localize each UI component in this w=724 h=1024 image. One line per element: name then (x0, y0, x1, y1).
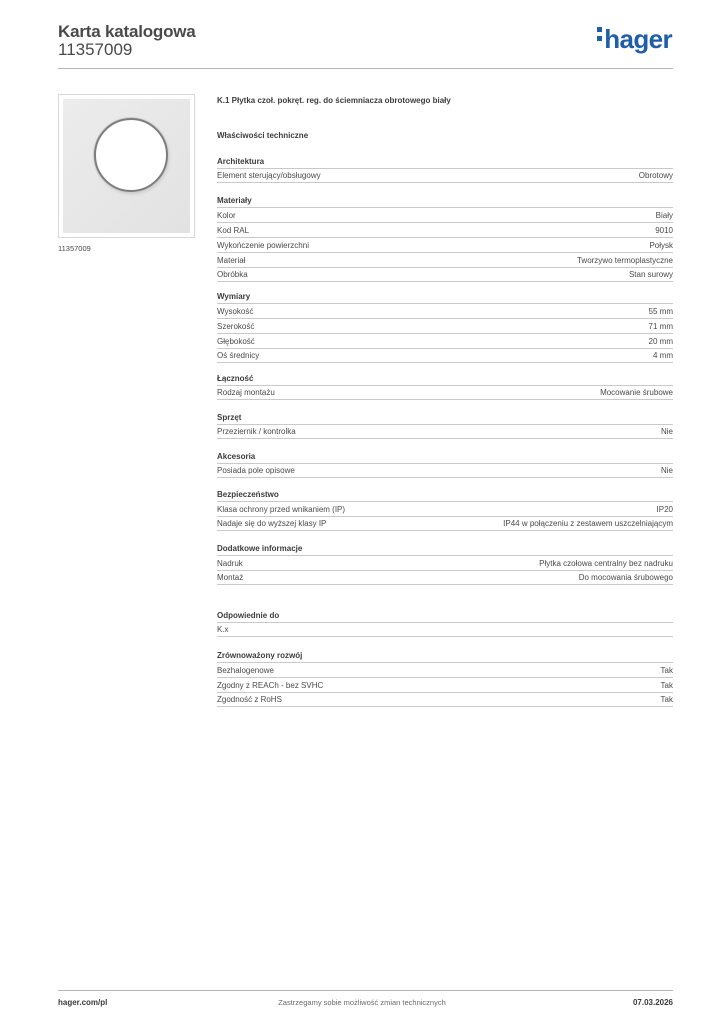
footer-divider (58, 990, 673, 991)
spec-row (217, 252, 673, 267)
spec-row (217, 555, 673, 570)
spec-value: Płytka czołowa centralny bez nadruku (539, 558, 673, 568)
spec-row (217, 168, 673, 183)
spec-value: Stan surowy (628, 270, 673, 279)
section-title: Architektura (217, 157, 265, 166)
section-title: Łączność (217, 374, 254, 383)
spec-row (217, 333, 673, 348)
spec-value: Tak (660, 680, 673, 690)
spec-row (217, 267, 673, 282)
spec-row (217, 570, 673, 585)
spec-label: K.x (217, 625, 229, 634)
spec-label: Przeziernik / kontrolka (217, 427, 296, 436)
product-name: K.1 Płytka czoł. pokręt. reg. do ściemniacza obrotowego biały (217, 96, 451, 105)
footer-date: 07.03.2026 (632, 998, 673, 1007)
spec-value: IP20 (656, 504, 673, 514)
spec-row (217, 318, 673, 333)
spec-label: Nadaje się do wyższej klasy IP (217, 519, 327, 528)
dimmer-knob-icon (94, 118, 168, 192)
spec-value: IP44 w połączeniu z zestawem uszczelniającym (503, 519, 673, 528)
spec-row (217, 463, 673, 478)
spec-row (217, 692, 673, 707)
spec-value: 20 mm (648, 336, 673, 346)
spec-row (217, 222, 673, 237)
section-title: Sprzęt (217, 413, 242, 422)
spec-value: Połysk (649, 240, 673, 250)
spec-row (217, 237, 673, 252)
header-divider (58, 68, 673, 69)
product-image (58, 94, 195, 238)
spec-label: Kolor (217, 210, 236, 220)
section-title: Materiały (217, 196, 252, 205)
section-title: Wymiary (217, 292, 251, 301)
spec-value: Do mocowania śrubowego (578, 573, 673, 582)
document-title: Karta katalogowa (58, 22, 196, 41)
spec-row (217, 677, 673, 692)
spec-label: Rodzaj montażu (217, 388, 275, 397)
spec-row (217, 501, 673, 516)
section-title: Zrównoważony rozwój (217, 651, 303, 660)
spec-value: Tak (660, 695, 673, 704)
logo-text: hager (604, 24, 672, 54)
spec-value: Obrotowy (638, 171, 673, 180)
spec-label: Wysokość (217, 306, 254, 316)
spec-label: Wykończenie powierzchni (217, 240, 309, 250)
spec-label: Kod RAL (217, 225, 250, 235)
spec-value: Mocowanie śrubowe (600, 388, 673, 397)
spec-row (217, 424, 673, 439)
spec-label: Obróbka (217, 270, 248, 279)
spec-value: 4 mm (653, 351, 673, 360)
spec-value: Tworzywo termoplastyczne (576, 255, 673, 265)
spec-row (217, 207, 673, 222)
footer-disclaimer: Zastrzegamy sobie możliwość zmian technicznych (278, 998, 446, 1007)
spec-value: 9010 (655, 225, 673, 235)
section-title: Dodatkowe informacje (217, 544, 303, 553)
spec-row (217, 516, 673, 531)
technical-properties-heading: Właściwości techniczne (217, 131, 309, 140)
section-title: Bezpieczeństwo (217, 490, 279, 499)
spec-label: Materiał (217, 255, 246, 265)
spec-label: Oś średnicy (217, 351, 260, 360)
spec-label: Nadruk (217, 558, 243, 568)
spec-label: Montaż (217, 573, 244, 582)
spec-value: Tak (660, 665, 673, 675)
spec-value: Nie (660, 466, 673, 475)
logo-dots-icon (597, 27, 602, 45)
spec-label: Klasa ochrony przed wnikaniem (IP) (217, 504, 346, 514)
spec-row (217, 348, 673, 363)
section-title: Akcesoria (217, 452, 256, 461)
spec-row (217, 662, 673, 677)
spec-label: Głębokość (217, 336, 255, 346)
footer-website: hager.com/pl (58, 998, 108, 1007)
spec-value: Nie (660, 427, 673, 436)
spec-row (217, 303, 673, 318)
spec-value: 71 mm (648, 321, 673, 331)
product-image-background (63, 99, 190, 233)
spec-label: Zgodność z RoHS (217, 695, 282, 704)
spec-label: Element sterujący/obsługowy (217, 171, 321, 180)
spec-row (217, 622, 673, 637)
section-title: Odpowiednie do (217, 611, 280, 620)
spec-label: Bezhalogenowe (217, 665, 274, 675)
hager-logo (597, 26, 672, 52)
product-number: 11357009 (58, 40, 133, 59)
product-image-caption: 11357009 (58, 244, 91, 253)
spec-label: Szerokość (217, 321, 255, 331)
spec-value: 55 mm (648, 306, 673, 316)
spec-label: Posiada pole opisowe (217, 466, 295, 475)
spec-value: Biały (655, 210, 673, 220)
spec-label: Zgodny z REACh - bez SVHC (217, 680, 324, 690)
spec-row (217, 385, 673, 400)
